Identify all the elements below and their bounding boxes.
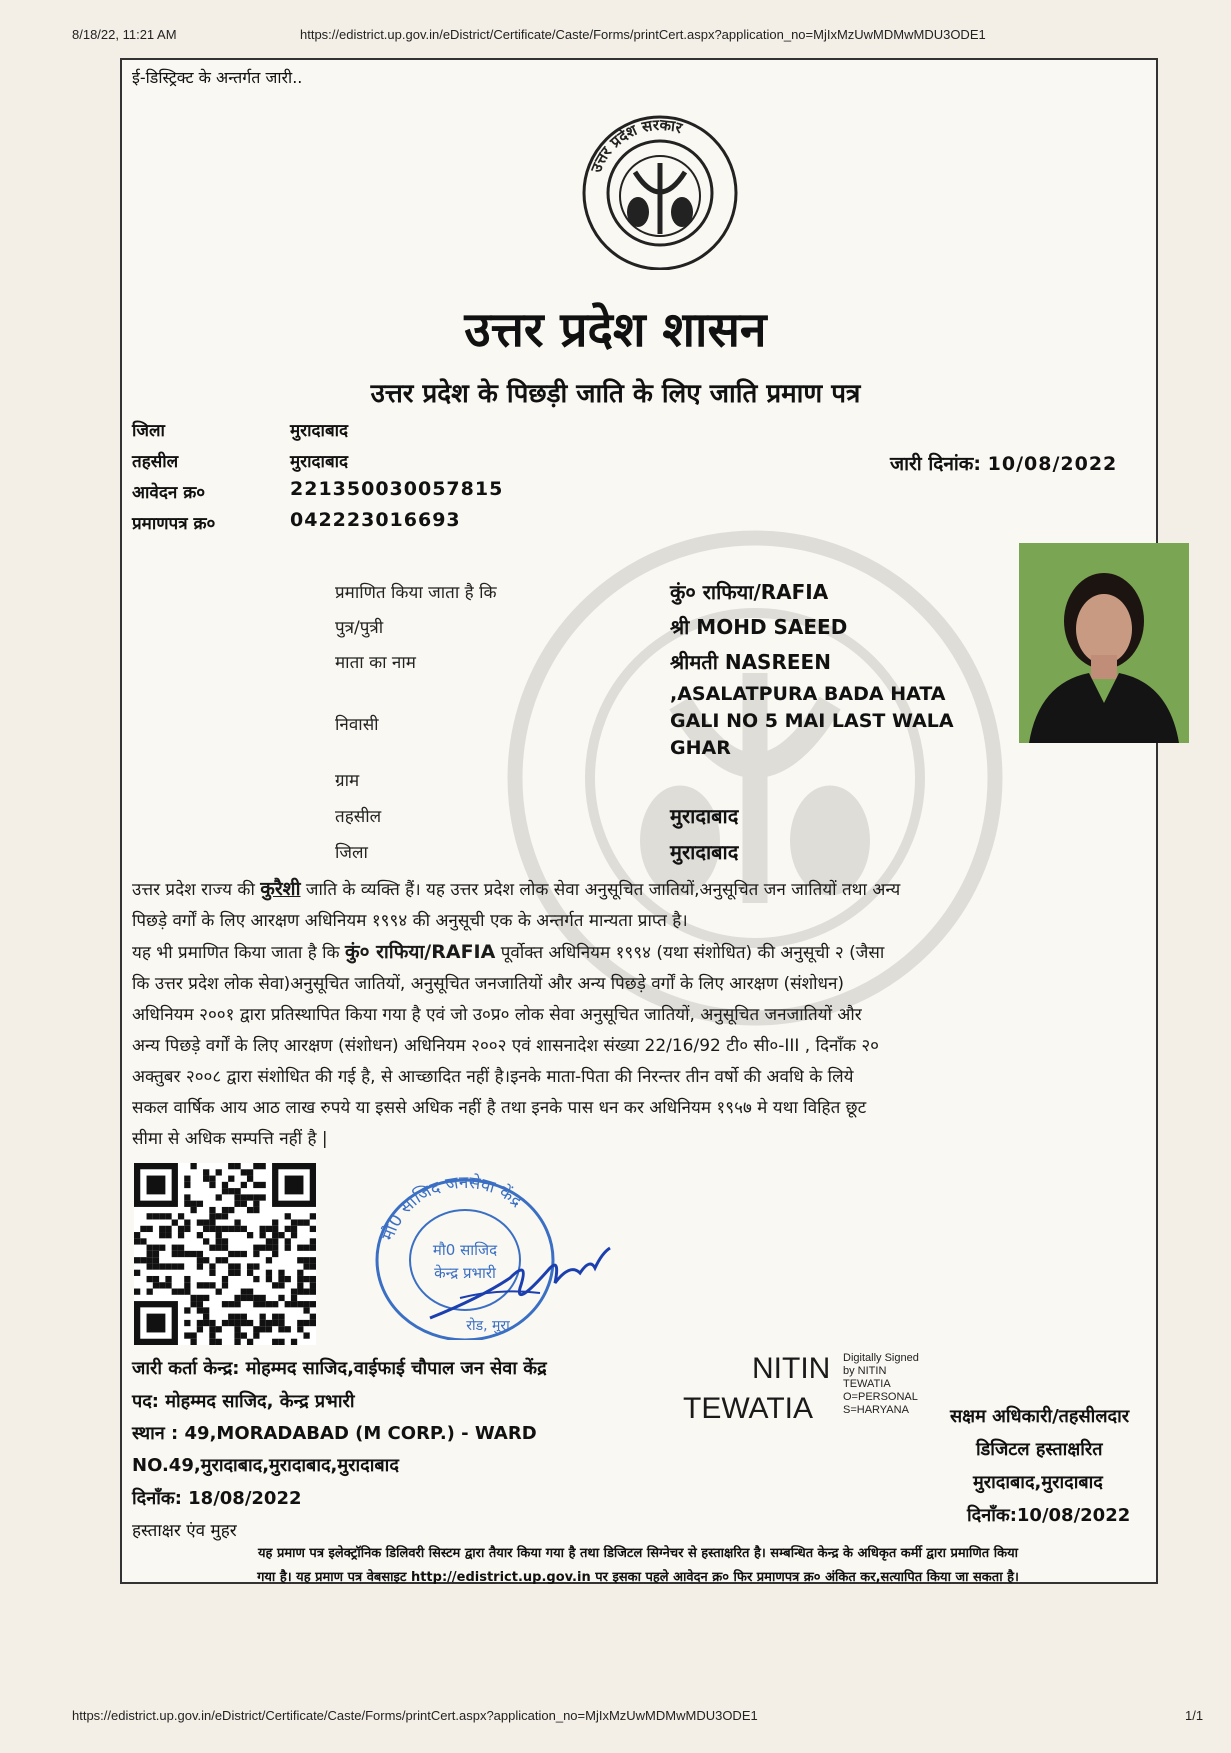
application-label: आवेदन क्र०	[132, 483, 206, 503]
resident-label: निवासी	[335, 715, 379, 735]
issuer-place-1: स्थान : 49,MORADABAD (M CORP.) - WARD	[132, 1423, 537, 1444]
qr-code-icon	[134, 1163, 316, 1345]
mother-label: माता का नाम	[335, 653, 416, 673]
certificate-label: प्रमाणपत्र क्र०	[132, 514, 216, 534]
body-line-5: अधिनियम २००१ द्वारा प्रतिस्थापित किया गया है एवं जो उ०प्र० लोक सेवा अनुसूचित जातियों, अनुसूचित जनजातियों और	[132, 1005, 862, 1025]
child-of-label: पुत्र/पुत्री	[335, 618, 384, 638]
caste-name: कुरैशी	[260, 878, 301, 900]
body-line-1	[132, 874, 1142, 906]
issue-date-label: जारी दिनांक:	[890, 453, 981, 475]
body-line-7: अक्तुबर २००८ द्वारा संशोधित की गई है, से आच्छादित नहीं है।इनके माता-पिता की निरन्तर तीन वर्षो की अवधि के लिये	[132, 1067, 854, 1087]
authority-place: मुरादाबाद,मुरादाबाद	[973, 1472, 1103, 1493]
issuer-center: जारी कर्ता केन्द्र: मोहम्मद साजिद,वाईफाई चौपाल जन सेवा केंद्र	[132, 1358, 547, 1379]
issuer-post: पद: मोहम्मद साजिद, केन्द्र प्रभारी	[132, 1391, 355, 1412]
emblem-ring-text: उत्तर प्रदेश सरकार	[586, 115, 685, 175]
father-name: श्री MOHD SAEED	[670, 615, 848, 639]
tehsil-label: तहसील	[132, 452, 179, 472]
certified-label: प्रमाणित किया जाता है कि	[335, 583, 497, 603]
district-value: मुरादाबाद	[290, 421, 349, 441]
body-text: उत्तर प्रदेश राज्य की	[132, 880, 261, 900]
sign-seal-label: हस्ताक्षर एंव मुहर	[132, 1521, 237, 1541]
person-district-label: जिला	[335, 843, 368, 863]
digital-sign-name-2: TEWATIA	[683, 1392, 813, 1425]
authority-title: सक्षम अधिकारी/तहसीलदार	[950, 1406, 1130, 1427]
district-label: जिला	[132, 421, 165, 441]
issued-under-note: ई-डिस्ट्रिक्ट के अन्तर्गत जारी..	[132, 68, 303, 87]
village-label: ग्राम	[335, 771, 360, 791]
note-line-1: यह प्रमाण पत्र इलेक्ट्रॉनिक डिलिवरी सिस्टम द्वारा तैयार किया गया है तथा डिजिटल सिग्नेचर से हस्ताक्षरित है। सम्बन्धित केन्द्र के अधिकृत कर्मी द्वारा प्रमाणित किया	[258, 1546, 1018, 1561]
digital-sign-line: Digitally Signed	[843, 1352, 919, 1364]
print-timestamp: 8/18/22, 11:21 AM	[72, 27, 177, 42]
note-line-2: गया है। यह प्रमाण पत्र वेबसाइट http://edistrict.up.gov.in पर इसका पहले आवेदन क्र० फिर प्रमाणपत्र क्र० अंकित कर,सत्यापित किया जा सकता है।	[257, 1570, 1019, 1585]
verification-note	[128, 1542, 1148, 1590]
body-text: पूर्वोक्त अधिनियम १९९४ (यथा संशोधित) की अनुसूची २ (जैसा	[495, 943, 885, 963]
person-photo-icon	[1019, 543, 1189, 743]
person-district-value: मुरादाबाद	[670, 840, 739, 864]
address-line-3: GHAR	[670, 737, 731, 759]
issue-date	[890, 450, 1117, 476]
mother-name: श्रीमती NASREEN	[670, 650, 831, 674]
print-url: https://edistrict.up.gov.in/eDistrict/Certificate/Caste/Forms/printCert.aspx?application_no=MjIxMzUwMDMwMDU3ODE1	[300, 27, 986, 42]
digital-sign-name-1: NITIN	[752, 1352, 831, 1385]
address-line-2: GALI NO 5 MAI LAST WALA	[670, 710, 954, 732]
body-text: जाति के व्यक्ति हैं। यह उत्तर प्रदेश लोक सेवा अनुसूचित जातियों,अनुसूचित जन जातियों तथा अन्य	[300, 880, 901, 900]
issue-date-value: 10/08/2022	[987, 453, 1118, 475]
address-line-1: ,ASALATPURA BADA HATA	[670, 683, 946, 705]
digital-sign-line: by NITIN	[843, 1365, 887, 1377]
body-line-8: सकल वार्षिक आय आठ लाख रुपये या इससे अधिक नहीं है तथा इनके पास धन कर अधिनियम १९५७ मे यथा विहित छूट	[132, 1098, 867, 1118]
page-count: 1/1	[1185, 1708, 1204, 1723]
authority-digital: डिजिटल हस्ताक्षरित	[976, 1439, 1103, 1460]
applicant-name-inline: कुं० राफिया/RAFIA	[345, 941, 496, 963]
handwritten-signature-icon	[420, 1238, 620, 1328]
certificate-value: 042223016693	[290, 509, 461, 531]
body-text: यह भी प्रमाणित किया जाता है कि	[132, 943, 346, 963]
body-paragraph	[132, 874, 1142, 1155]
stamp-bottom: रोड, मुरा	[466, 1318, 510, 1334]
body-line-4: कि उत्तर प्रदेश लोक सेवा)अनुसूचित जातियों, अनुसूचित जनजातियों और अन्य पिछड़े वर्गों के लिए आरक्षण (संशोधन)	[132, 974, 845, 994]
digital-sign-details	[843, 1352, 919, 1417]
print-footer-url: https://edistrict.up.gov.in/eDistrict/Certificate/Caste/Forms/printCert.aspx?application_no=MjIxMzUwMDMwMDU3ODE1	[72, 1708, 758, 1723]
applicant-name: कुं० राफिया/RAFIA	[670, 580, 829, 604]
applicant-photo	[1019, 543, 1189, 743]
body-line-6: अन्य पिछड़े वर्गों के लिए आरक्षण (संशोधन) अधिनियम २००२ एवं शासनादेश संख्या 22/16/92 टी० सी०-III , दिनाँक २०	[132, 1036, 880, 1056]
stamp-inner-1: मौ0 साजिद	[432, 1241, 498, 1259]
body-line-9: सीमा से अधिक सम्पत्ति नहीं है |	[132, 1129, 328, 1149]
authority-date: दिनाँक:10/08/2022	[967, 1505, 1131, 1526]
stamp-inner-2: केन्द्र प्रभारी	[434, 1264, 496, 1282]
digital-sign-line: S=HARYANA	[843, 1404, 909, 1416]
body-line-2: पिछड़े वर्गों के लिए आरक्षण अधिनियम १९९४ की अनुसूची एक के अन्तर्गत मान्यता प्राप्त है।	[132, 911, 688, 931]
digital-sign-line: O=PERSONAL	[843, 1391, 918, 1403]
up-govt-emblem-icon	[575, 108, 745, 270]
issuer-date: दिनाँक: 18/08/2022	[132, 1488, 302, 1509]
tehsil-value: मुरादाबाद	[290, 452, 349, 472]
body-line-3	[132, 937, 1142, 969]
page-subtitle: उत्तर प्रदेश के पिछड़ी जाति के लिए जाति प्रमाण पत्र	[370, 379, 861, 409]
issuer-place-2: NO.49,मुरादाबाद,मुरादाबाद,मुरादाबाद	[132, 1455, 399, 1476]
person-tehsil-label: तहसील	[335, 807, 382, 827]
person-tehsil-value: मुरादाबाद	[670, 804, 739, 828]
page-title: उत्तर प्रदेश शासन	[464, 302, 767, 358]
stamp-ring-text: मौ0 साजिद जनसेवा केंद्र	[378, 1172, 526, 1244]
application-value: 221350030057815	[290, 478, 504, 500]
digital-sign-line: TEWATIA	[843, 1378, 891, 1390]
